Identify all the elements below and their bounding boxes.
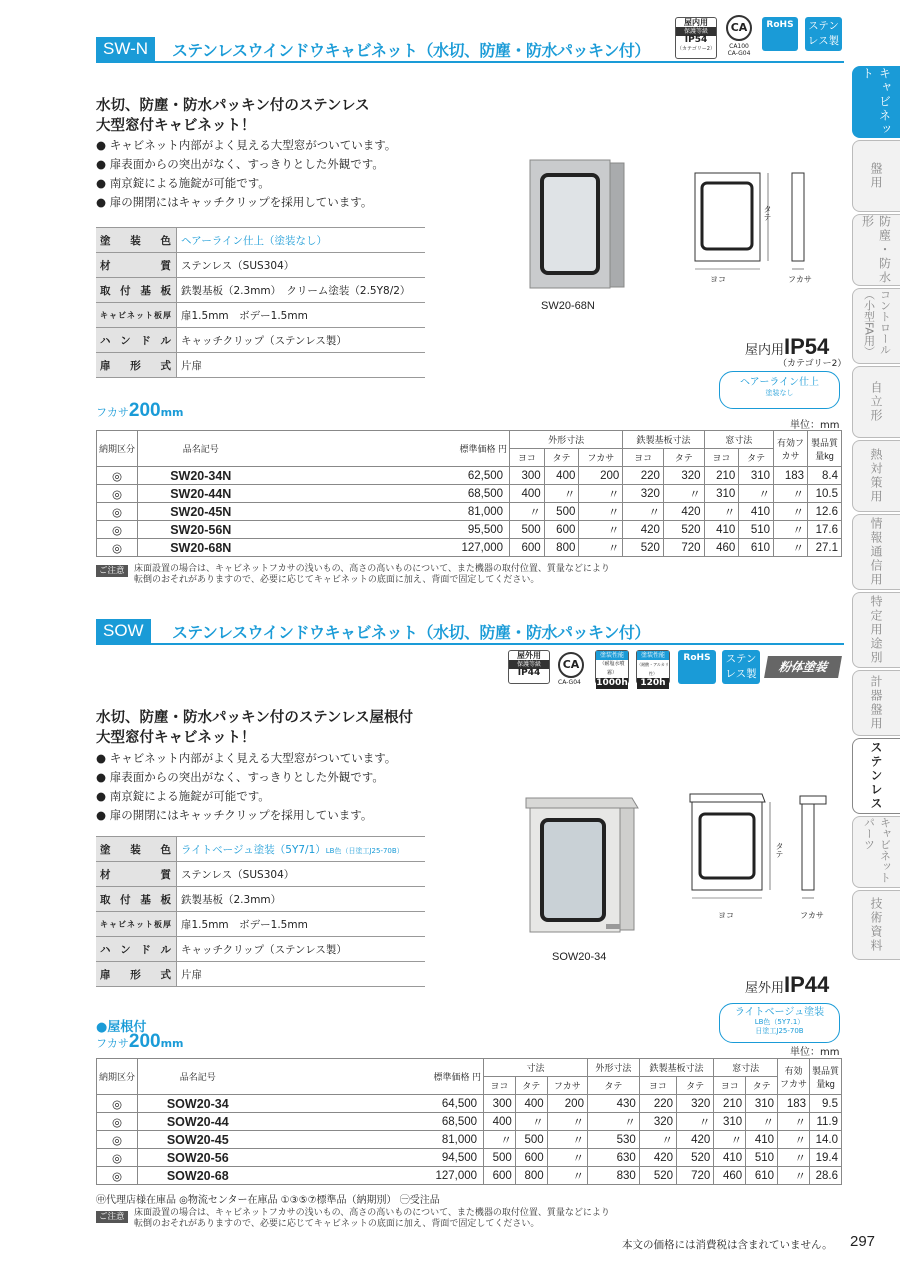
fukasa-label-sow: フカサ200mm [96,1031,184,1052]
spacer-cell [258,1149,376,1167]
value-cell: 200 [547,1095,587,1113]
value-cell: 410 [714,1149,746,1167]
value-cell: 183 [774,467,808,485]
photo-caption-swn: SW20-68N [541,300,595,312]
value-cell: 610 [746,1167,778,1185]
value-cell: 〃 [639,1131,676,1149]
spacer-cell [264,503,392,521]
feature-list-swn [96,136,396,212]
sidebar-tab-freestanding[interactable]: 自立形 [852,366,900,438]
dimension-drawing-sow [680,790,830,915]
model-cell: SW20-68N [138,539,264,557]
ip-category-swn: （カテゴリー2） [778,359,847,369]
value-cell: 〃 [547,1113,587,1131]
value-cell: 720 [677,1167,714,1185]
value-cell: 〃 [774,503,808,521]
dim-tate-swn: タテ [763,205,772,221]
product-photo-sow [520,790,650,940]
delivery-cell: ◎ [97,539,138,557]
value-cell: 10.5 [808,485,842,503]
value-cell: 310 [714,1113,746,1131]
value-cell: 510 [739,521,774,539]
price-cell: 94,500 [376,1149,484,1167]
price-cell: 95,500 [392,521,510,539]
value-cell: 500 [544,503,579,521]
value-cell: 14.0 [810,1131,842,1149]
sidebar-tab-parts[interactable]: キャビネットパーツ [852,816,900,888]
value-cell: 500 [484,1149,516,1167]
value-cell: 〃 [579,521,623,539]
value-cell: 600 [544,521,579,539]
stainless-icon: ステンレス製 [805,17,842,51]
model-cell: SOW20-44 [138,1113,258,1131]
spacer-cell [264,521,392,539]
unit-label-swn: 単位：mm [790,420,840,431]
delivery-cell: ◎ [97,485,138,503]
value-cell: 8.4 [808,467,842,485]
value-cell: 320 [623,485,664,503]
feature-item: ● 扉表面からの突出がなく、すっきりとした外観です。 [96,768,396,787]
value-cell: 300 [510,467,545,485]
value-cell: 〃 [579,539,623,557]
value-cell: 420 [663,503,704,521]
dim-fukasa-swn: フカサ [788,275,812,284]
stock-legend: ㊥代理店様在庫品 ◎物流センター在庫品 ①③⑤⑦標準品（納期別） ㊀受注品 [96,1195,440,1206]
delivery-cell: ◎ [97,1167,138,1185]
stainless-icon: ステンレス製 [722,650,760,684]
table-row [97,1095,842,1113]
value-cell: 220 [639,1095,676,1113]
value-cell: 630 [587,1149,639,1167]
value-cell: 830 [587,1167,639,1185]
price-cell: 127,000 [376,1167,484,1185]
product-table-sow: 納期区分 品名記号 標準価格 円 寸法 外形寸法 鉄製基板寸法 窓寸法 有効フカサ 製品質量kg ヨコ タテ フカサ タテ ヨコ タテ ヨコ タテ ◎ SOW20-34 64,500 300 400 200 430 220 320 210 310 183 9.5 ◎ SOW20-44 68,500 400 〃 〃 〃 320 〃 310 〃 〃 11.9 ◎ SOW20-45 81,000 〃 500 〃 530 〃 420 〃 410 〃 14.0 ◎ SOW20-56 94,500 500 600 〃 630 420 520 410 510 〃 19.4 ◎ SOW20-68 127,000 600 800 〃 830 520 720 460 610 〃 28.6 [96,1058,842,1185]
model-cell: SOW20-68 [138,1167,258,1185]
ip44-icon: 屋外用 保護等級 IP44 [508,650,550,684]
ca-icon: CA [726,15,752,41]
spacer-cell [258,1113,376,1131]
powder-coating-icon: 粉体塗装 [764,656,842,678]
dimension-drawing-swn [680,165,825,285]
spacer-cell [258,1167,376,1185]
model-cell: SW20-45N [138,503,264,521]
value-cell: 210 [714,1095,746,1113]
sidebar-tab-special[interactable]: 特定用途別 [852,592,900,668]
value-cell: 〃 [774,539,808,557]
value-cell: 〃 [544,485,579,503]
value-cell: 310 [746,1095,778,1113]
value-cell: 460 [704,539,739,557]
fukasa-label-swn: フカサ200mm [96,400,184,421]
feature-item: ● 扉表面からの突出がなく、すっきりとした外観です。 [96,155,396,174]
heading-swn: 水切、防塵・防水パッキン付のステンレス 大型窓付キャビネット！ [96,98,370,134]
spec-table-sow: 塗装色 ライトベージュ塗装（5Y7/1）LB色（日塗工J25-70B） 材質 ステンレス（SUS304） 取付基板 鉄製基板（2.3mm） キャビネット板厚 扉1.5mm ボデー1.5mm ハンドル キャッチクリップ（ステンレス製） 扉形式 片扉 [96,836,425,987]
value-cell: 210 [704,467,739,485]
feature-list-sow [96,749,396,825]
delivery-cell: ◎ [97,1095,138,1113]
notice-text-swn: 床面設置の場合は、キャビネットフカサの浅いもの、高さの高いものについて、また機器の取付位置、質量などにより 転倒のおそれがありますので、必要に応じてキャビネットの底面に加え、背面で固定してください。 [134,564,610,585]
feature-item: ● キャビネット内部がよく見える大型窓がついています。 [96,749,396,768]
value-cell: 410 [739,503,774,521]
value-cell: 〃 [623,503,664,521]
delivery-cell: ◎ [97,1113,138,1131]
table-row [97,1113,842,1131]
value-cell: 200 [579,467,623,485]
product-photo-swn [520,155,630,295]
spacer-cell [264,485,392,503]
photo-caption-sow: SOW20-34 [552,951,607,963]
value-cell: 500 [510,521,545,539]
table-row [97,503,842,521]
dim-tate-sow: タテ [775,842,784,858]
value-cell: 27.1 [808,539,842,557]
feature-item: ● 南京錠による施錠が可能です。 [96,787,396,806]
value-cell: 460 [714,1167,746,1185]
price-cell: 81,000 [376,1131,484,1149]
price-cell: 68,500 [392,485,510,503]
spec-table-swn: 塗装色 ヘアーライン仕上（塗装なし） 材質 ステンレス（SUS304） 取付基板 鉄製基板（2.3mm） クリーム塗装（2.5Y8/2） キャビネット板厚 扉1.5mm ボデー1.5mm ハンドル キャッチクリップ（ステンレス製） 扉形式 片扉 [96,227,425,378]
page-number: 297 [850,1233,876,1250]
model-cell: SW20-44N [138,485,264,503]
value-cell: 320 [639,1113,676,1131]
feature-item: ● 南京錠による施錠が可能です。 [96,174,396,193]
ip54-icon: 屋内用 保護等級 IP54 （カテゴリー2） [675,17,717,59]
value-cell: 〃 [510,503,545,521]
value-cell: 〃 [677,1113,714,1131]
acid-resist-icon: 塗装性能 （耐酸・アルカリ性） 120h [637,652,669,688]
finish-badge-swn: ヘアーライン仕上 塗装なし [719,371,840,409]
model-cell: SW20-34N [138,467,264,485]
value-cell: 400 [544,467,579,485]
value-cell: 530 [587,1131,639,1149]
value-cell: 400 [515,1095,547,1113]
value-cell: 410 [746,1131,778,1149]
value-cell: 220 [623,467,664,485]
series-badge-swn: SW-N [96,37,155,61]
value-cell: 800 [544,539,579,557]
value-cell: 300 [484,1095,516,1113]
value-cell: 510 [746,1149,778,1167]
value-cell: 600 [484,1167,516,1185]
ca-icon: CA [558,652,584,678]
table-row [97,1167,842,1185]
value-cell: 520 [663,521,704,539]
value-cell: 400 [510,485,545,503]
value-cell: 320 [677,1095,714,1113]
value-cell: 〃 [484,1131,516,1149]
table-row [97,521,842,539]
feature-item: ● キャビネット内部がよく見える大型窓がついています。 [96,136,396,155]
delivery-cell: ◎ [97,521,138,539]
sidebar-tab-stainless[interactable]: ステンレス [852,738,900,814]
value-cell: 410 [704,521,739,539]
value-cell: 720 [663,539,704,557]
value-cell: 400 [484,1113,516,1131]
value-cell: 610 [739,539,774,557]
value-cell: 12.6 [808,503,842,521]
table-row [97,539,842,557]
section-rule [96,643,844,645]
value-cell: 〃 [579,503,623,521]
spacer-cell [258,1095,376,1113]
table-row [97,1149,842,1167]
rohs-icon: RoHS [762,17,798,51]
table-row [97,485,842,503]
value-cell: 320 [663,467,704,485]
value-cell: 28.6 [810,1167,842,1185]
value-cell: 〃 [746,1113,778,1131]
table-row [97,1131,842,1149]
dim-yoko-sow: ヨコ [718,911,734,920]
value-cell: 〃 [704,503,739,521]
value-cell: 520 [623,539,664,557]
model-cell: SOW20-34 [138,1095,258,1113]
value-cell: 〃 [778,1113,810,1131]
rohs-icon: RoHS [678,650,716,684]
price-cell: 81,000 [392,503,510,521]
product-table-swn: 納期区分 品名記号 標準価格 円 外形寸法 鉄製基板寸法 窓寸法 有効フカサ 製品質量kg ヨコ タテ フカサ ヨコ タテ ヨコ タテ ◎ SW20-34N 62,500 300 400 200 220 320 210 310 183 8.4 ◎ SW20-44N 68,500 400 〃 〃 320 〃 310 〃 〃 10.5 ◎ SW20-45N 81,000 〃 500 〃 〃 420 〃 410 〃 12.6 ◎ SW20-56N 95,500 500 600 〃 420 520 410 510 〃 17.6 ◎ SW20-68N 127,000 600 800 〃 520 720 460 610 〃 27.1 [96,430,842,557]
sidebar-tab-meter[interactable]: 計器盤用 [852,670,900,736]
series-badge-sow: SOW [96,619,151,643]
value-cell: 〃 [547,1167,587,1185]
roof-label: ●屋根付 [96,1020,147,1035]
section-rule [96,61,844,63]
price-cell: 64,500 [376,1095,484,1113]
value-cell: 420 [623,521,664,539]
value-cell: 11.9 [810,1113,842,1131]
table-row [97,467,842,485]
value-cell: 600 [515,1149,547,1167]
value-cell: 310 [704,485,739,503]
price-cell: 68,500 [376,1113,484,1131]
sidebar-tab-panel[interactable]: 盤用 [852,140,900,212]
spacer-cell [258,1131,376,1149]
value-cell: 800 [515,1167,547,1185]
feature-item: ● 扉の開閉にはキャッチクリップを採用しています。 [96,806,396,825]
delivery-cell: ◎ [97,1131,138,1149]
value-cell: 9.5 [810,1095,842,1113]
sidebar-tab-telecom[interactable]: 情報通信用 [852,514,900,590]
value-cell: 19.4 [810,1149,842,1167]
dim-fukasa-sow: フカサ [800,911,824,920]
value-cell: 520 [677,1149,714,1167]
section-title-sow: ステンレスウインドウキャビネット（水切、防塵・防水パッキン付） [172,623,650,642]
value-cell: 〃 [547,1131,587,1149]
value-cell: 〃 [714,1131,746,1149]
ip-rating-swn: 屋内用IP54 [745,334,830,359]
value-cell: 183 [778,1095,810,1113]
value-cell: 420 [639,1149,676,1167]
value-cell: 420 [677,1131,714,1149]
heading-sow: 水切、防塵・防水パッキン付のステンレス屋根付 大型窓付キャビネット！ [96,710,414,746]
value-cell: 〃 [778,1149,810,1167]
spacer-cell [264,467,392,485]
spacer-cell [264,539,392,557]
value-cell: 〃 [663,485,704,503]
ca-code: CA-G04 [558,679,581,686]
section-title-swn: ステンレスウインドウキャビネット（水切、防塵・防水パッキン付） [172,41,650,60]
sidebar-tab-dustproof[interactable]: 防塵・防水形 [852,214,900,286]
notice-text-sow: 床面設置の場合は、キャビネットフカサの浅いもの、高さの高いものについて、また機器の取付位置、質量などにより 転倒のおそれがありますので、必要に応じてキャビネットの底面に加え、背面で固定してください。 [134,1208,610,1229]
finish-badge-sow: ライトベージュ塗装 LB色（5Y7.1） 日塗工J25-70B [719,1003,840,1043]
dim-yoko-swn: ヨコ [710,275,726,284]
notice-tag-swn: ご注意 [96,565,128,577]
value-cell: 520 [639,1167,676,1185]
tax-note: 本文の価格には消費税は含まれていません。 [622,1239,833,1251]
price-cell: 127,000 [392,539,510,557]
ca-code: CA100 CA-G04 [727,43,751,57]
sidebar-tab-thermal[interactable]: 熱対策用 [852,440,900,512]
sidebar-tab-technical[interactable]: 技術資料 [852,890,900,960]
model-cell: SOW20-56 [138,1149,258,1167]
value-cell: 〃 [778,1131,810,1149]
unit-label-sow: 単位：mm [790,1047,840,1058]
value-cell: 〃 [739,485,774,503]
value-cell: 〃 [778,1167,810,1185]
sidebar-tab-cabinet[interactable]: キャビネット [852,66,900,138]
value-cell: 〃 [587,1113,639,1131]
value-cell: 〃 [515,1113,547,1131]
sidebar-tab-control[interactable]: コントロール（小型FA用） [852,288,900,364]
value-cell: 17.6 [808,521,842,539]
value-cell: 〃 [547,1149,587,1167]
salt-spray-icon: 塗装性能 （耐塩水噴霧） 1000h [596,652,628,688]
model-cell: SW20-56N [138,521,264,539]
value-cell: 〃 [774,485,808,503]
value-cell: 430 [587,1095,639,1113]
notice-tag-sow: ご注意 [96,1211,128,1223]
price-cell: 62,500 [392,467,510,485]
value-cell: 500 [515,1131,547,1149]
delivery-cell: ◎ [97,1149,138,1167]
delivery-cell: ◎ [97,467,138,485]
value-cell: 〃 [579,485,623,503]
model-cell: SOW20-45 [138,1131,258,1149]
ip-rating-sow: 屋外用IP44 [745,972,830,997]
value-cell: 〃 [774,521,808,539]
value-cell: 600 [510,539,545,557]
delivery-cell: ◎ [97,503,138,521]
value-cell: 310 [739,467,774,485]
feature-item: ● 扉の開閉にはキャッチクリップを採用しています。 [96,193,396,212]
